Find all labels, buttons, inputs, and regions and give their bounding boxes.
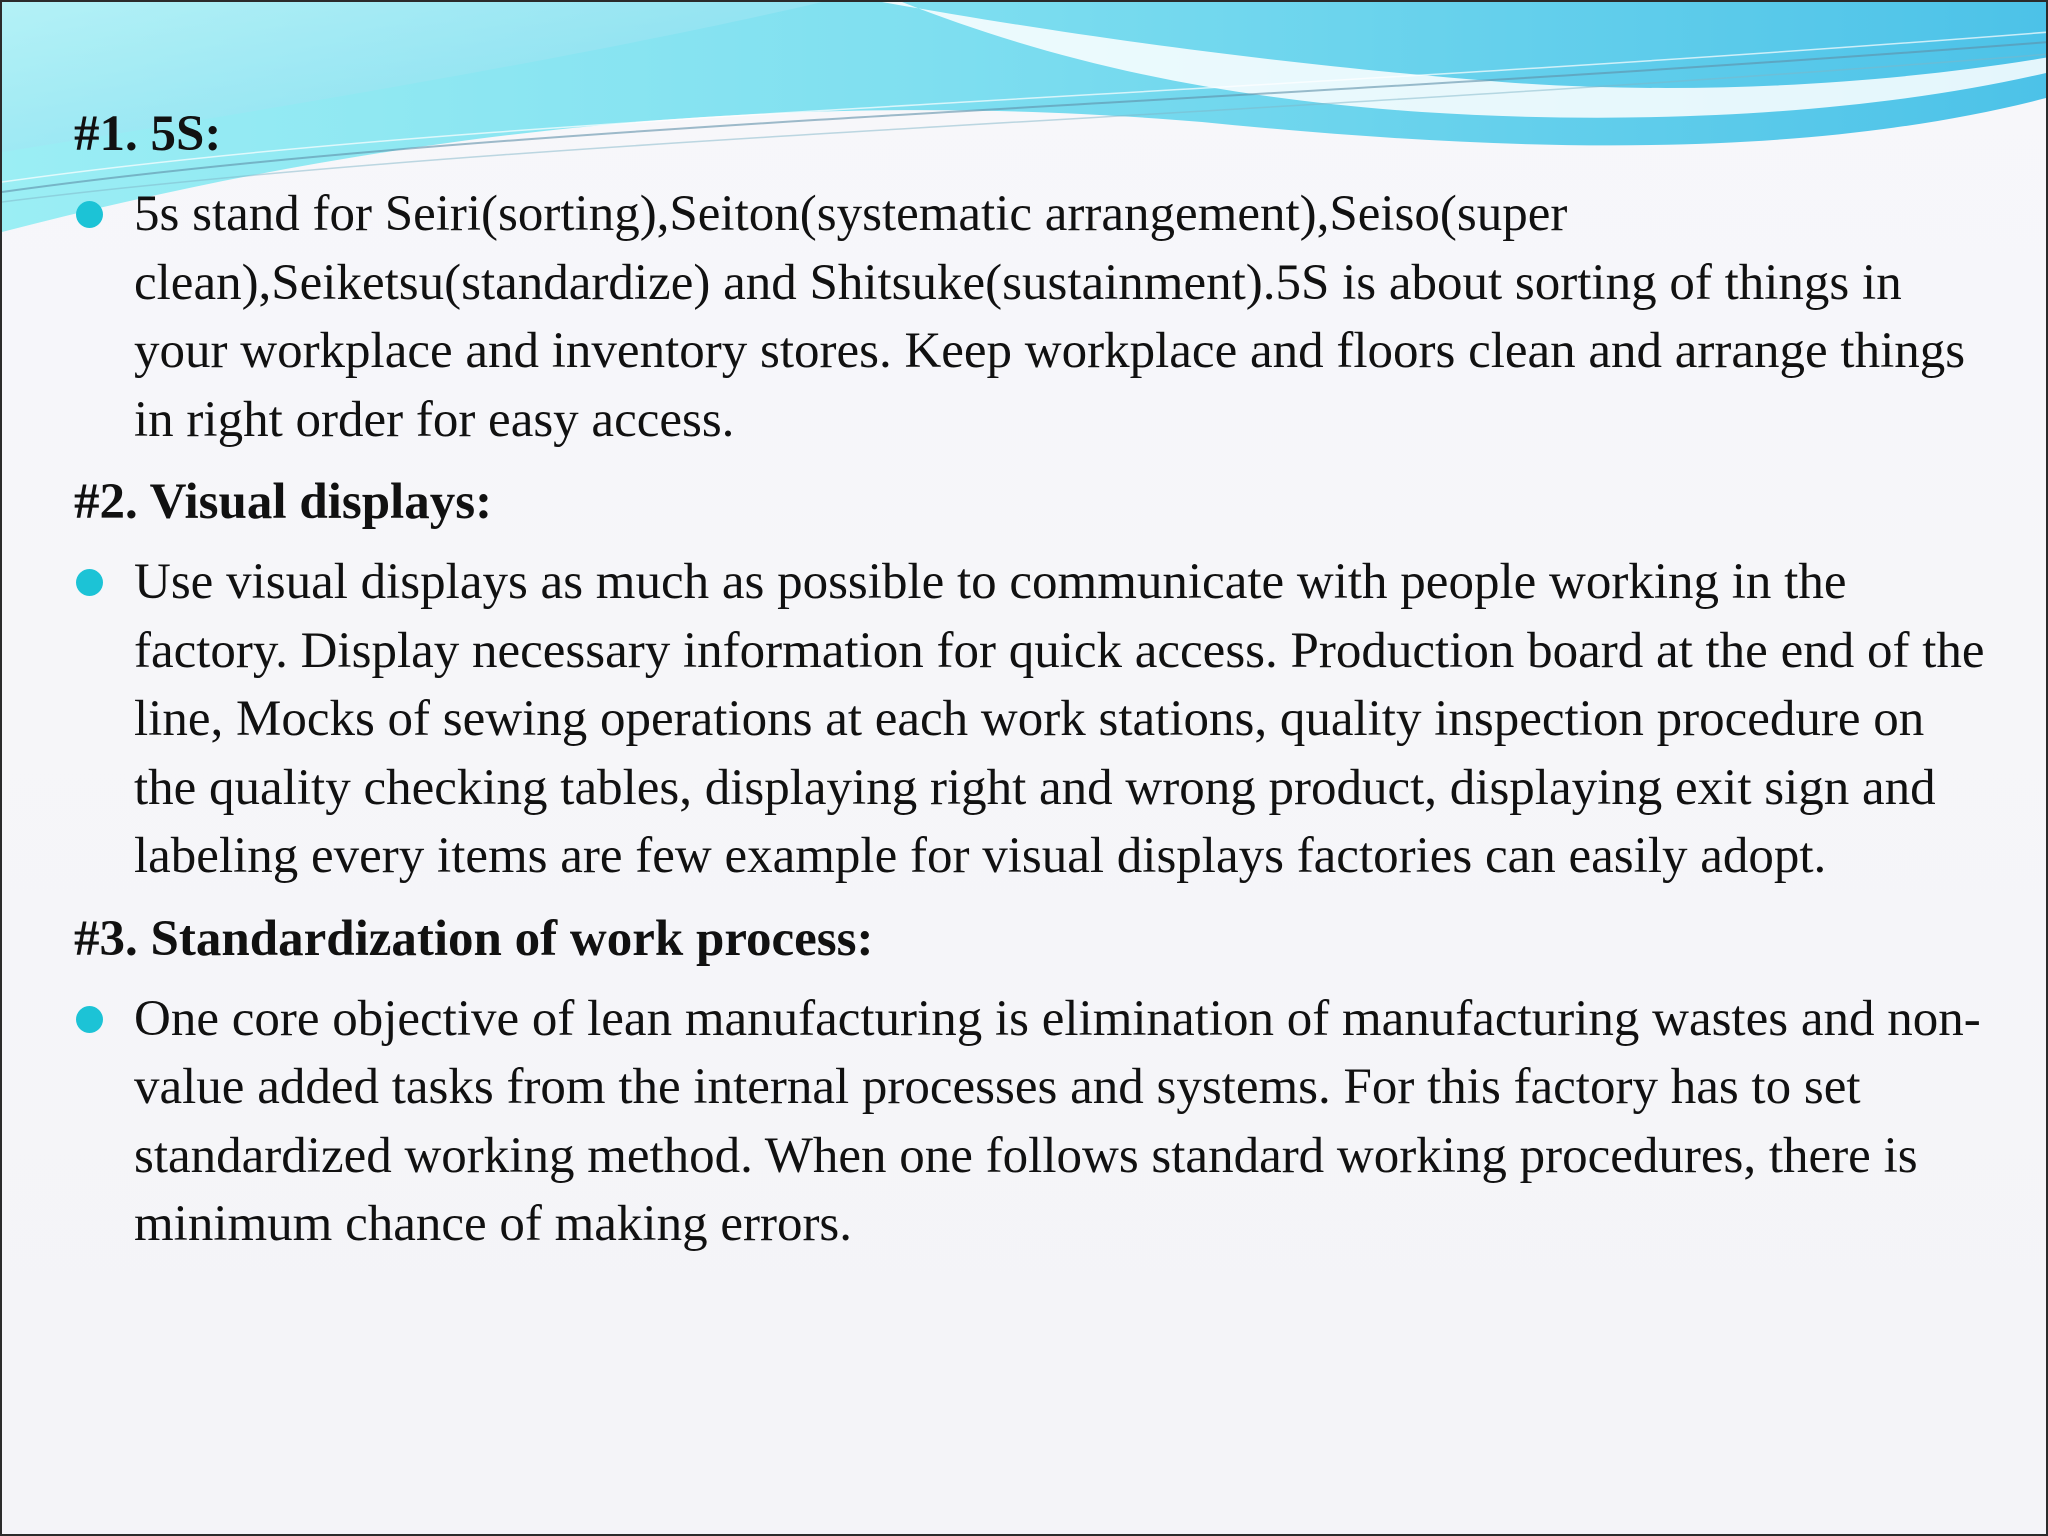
bullet-dot-icon: [76, 569, 103, 596]
bullet-text-5s: 5s stand for Seiri(sorting),Seiton(systematic arrangement),Seiso(super clean),Seiketsu(standardize) and Shitsuke(sustainment).5S is about sorting of things in your workplace and inventory stores. Keep workplace and floors clean and arrange things in right order for easy access.: [134, 186, 1966, 448]
bullet-dot-icon: [76, 1006, 103, 1033]
section-heading-standardization: #3. Standardization of work process:: [74, 910, 874, 967]
section-heading-visual-displays: #2. Visual displays:: [74, 474, 493, 530]
bullet-standardization: [74, 985, 1994, 1259]
bullet-text-standardization: One core objective of lean manufacturing is elimination of manufacturing wastes and non-value added tasks from the internal processes and systems. For this factory has to set standardized working method. When one follows standard working procedures, there is minimum chance of making errors.: [134, 990, 1981, 1252]
section-heading-5s: #1. 5S:: [74, 106, 222, 162]
slide-content: [74, 100, 1994, 1273]
bullet-visual-displays: [74, 548, 1994, 891]
bullet-dot-icon: [76, 201, 103, 228]
bullet-5s: [74, 180, 1994, 454]
bullet-text-visual-displays: Use visual displays as much as possible to communicate with people working in the factory. Display necessary information for quick access. Production board at the end of the line, Mocks of sewing operations at each work stations, quality inspection procedure on the quality checking tables, displaying right and wrong product, displaying exit sign and labeling every items are few example for visual displays factories can easily adopt.: [134, 554, 1985, 884]
